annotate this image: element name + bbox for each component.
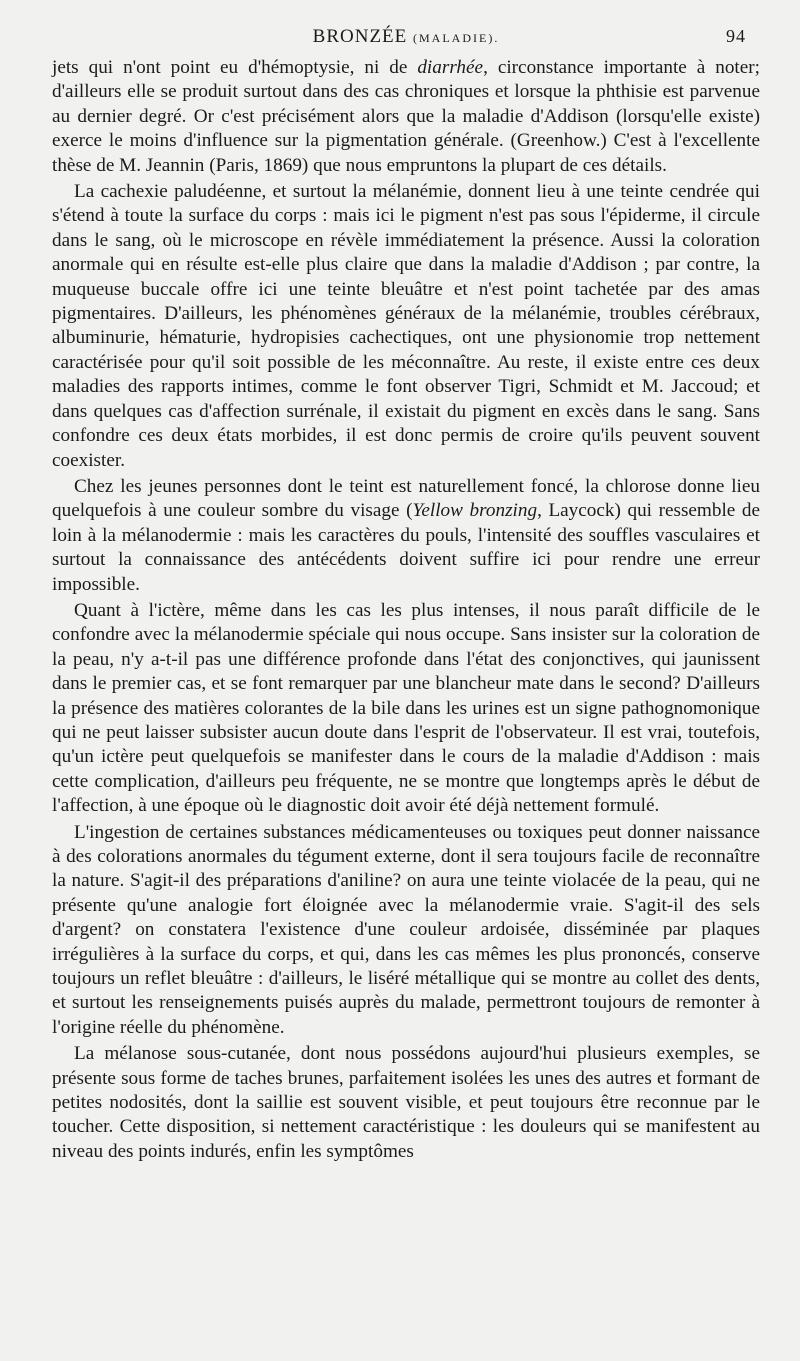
paragraph-3-italic: Yellow bronzing [412,500,538,522]
running-head [52,26,760,56]
body-text [52,56,760,1164]
paragraph-5: L'ingestion de certaines substances médicamenteuses ou toxiques peut donner naissance à des colorations anormales du tégument externe, dont il sera toujours facile de reconnaître la nature. S'agit-il des préparations d'aniline? on aura une teinte violacée de la peau, qui ne présente qu'une analogie fort éloignée avec la mélanodermie vraie. S'agit-il des sels d'argent? on constatera l'existence d'une couleur ardoisée, disséminée par plaques irrégulières à la surface du corps, et qui, dans les cas mêmes les plus prononcés, conserve toujours un reflet bleuâtre : d'ailleurs, le liséré métallique qui se montre au collet des dents, et surtout les renseignements puisés auprès du malade, permettront toujours de remonter à l'origine réelle du phénomène. [52,821,760,1038]
page-number: 94 [726,26,746,46]
paragraph-6: La mélanose sous-cutanée, dont nous possédons aujourd'hui plusieurs exemples, se présente sous forme de taches brunes, parfaitement isolées les unes des autres et formant de petites nodosités, dont la saillie est souvent visible, et peut toujours être reconnue par le toucher. Cette disposition, si nettement caractéristique : les douleurs qui se manifestent au niveau des points indurés, enfin les symptômes [52,1043,760,1162]
paragraph-1-part-b: , circonstance importante à noter; d'ailleurs elle se produit surtout dans des cas chroniques et lorsque la phthisie est parvenue au dernier degré. Or c'est précisément alors que la maladie d'Addison (lorsqu'elle existe) exerce le moins d'influence sur la pigmentation générale. (Greenhow.) C'est à l'excellente thèse de M. Jeannin (Paris, 1869) que nous empruntons la plupart de ces détails. [52,57,760,176]
paragraph-3 [52,475,760,597]
paragraph-1 [52,56,760,178]
running-title-main: BRONZÉE [312,26,408,47]
paragraph-2: La cachexie paludéenne, et surtout la mélanémie, donnent lieu à une teinte cendrée qui s'étend à toute la surface du corps : mais ici le pigment n'est pas sous l'épiderme, il circule dans le sang, où le microscope en révèle immédiatement la présence. Aussi la coloration anormale qui en résulte est-elle plus claire que dans la maladie d'Addison ; par contre, la muqueuse buccale offre ici une teinte bleuâtre et n'est point tachetée par des amas pigmentaires. D'ailleurs, les phénomènes généraux de la mélanémie, troubles cérébraux, albuminurie, hématurie, hydropisies cachectiques, ont une physionomie trop nettement caractérisée pour qu'il soit possible de les méconnaître. Au reste, il existe entre ces deux maladies des rapports intimes, comme le font observer Tigri, Schmidt et M. Jaccoud; et dans quelques cas d'affection surrénale, il existait du pigment en excès dans le sang. Sans confondre ces deux états morbides, il est donc permis de croire qu'ils peuvent souvent coexister. [52,181,760,471]
paragraph-3-part-b: , Laycock) qui ressemble de loin à la mélanodermie : mais les caractères du pouls, l'intensité des souffles vasculaires et surtout la connaissance des antécédents doivent suffire ici pour rendre une erreur impossible. [52,500,760,595]
running-title-sub: (MALADIE). [413,31,500,45]
running-title [313,26,500,48]
paragraph-4: Quant à l'ictère, même dans les cas les plus intenses, il nous paraît difficile de le confondre avec la mélanodermie spéciale qui nous occupe. Sans insister sur la coloration de la peau, n'y a-t-il pas une différence profonde dans l'état des conjonctives, qui jaunissent dans le premier cas, et se font remarquer par une blancheur mate dans le second? D'ailleurs la présence des matières colorantes de la bile dans les urines est un signe pathognomonique qui ne peut laisser subsister aucun doute dans l'esprit de l'observateur. Il est vrai, toutefois, qu'un ictère peut quelquefois se manifester dans le cours de la maladie d'Addison : mais cette complication, d'ailleurs peu fréquente, ne se montre que longtemps après le début de l'affection, à une époque où le diagnostic doit avoir été déjà nettement formulé. [52,599,760,817]
paragraph-1-part-a: jets qui n'ont point eu d'hémoptysie, ni de [52,57,418,78]
paragraph-1-italic: diarrhée [417,57,484,78]
paragraph-3-part-a: Chez les jeunes personnes dont le teint est naturellement foncé, la chlorose donne lieu quelquefois à une couleur sombre du visage ( [52,475,760,522]
